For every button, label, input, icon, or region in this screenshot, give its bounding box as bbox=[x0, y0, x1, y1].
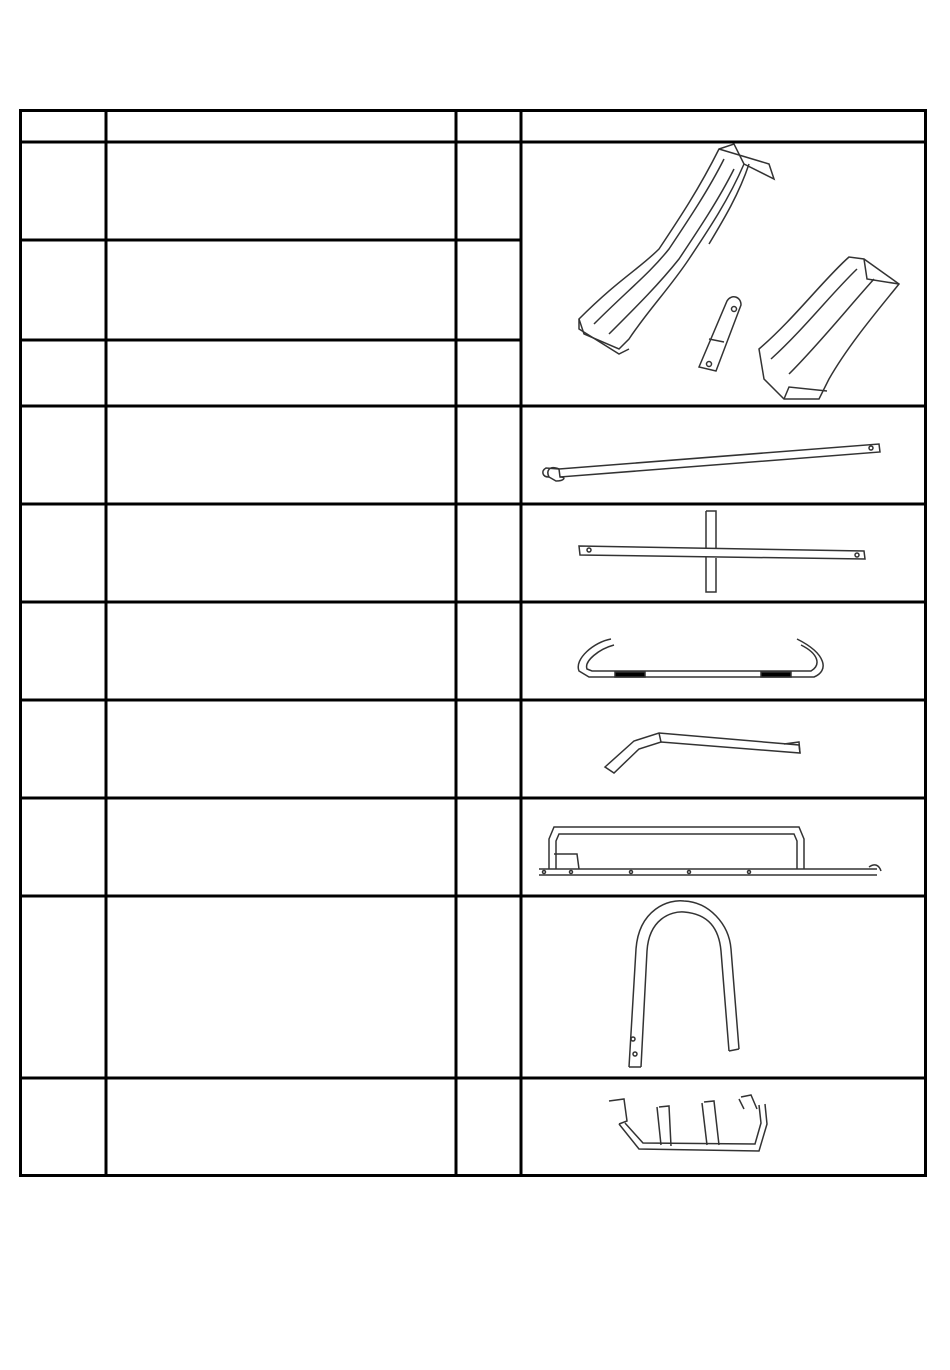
long-tube-with-hook-illustration bbox=[543, 444, 880, 481]
curved-handle-bar-illustration bbox=[578, 639, 823, 677]
parts-table bbox=[19, 109, 927, 1177]
cross-bar-illustration bbox=[579, 511, 865, 592]
table-grid bbox=[19, 109, 927, 1177]
frame-bar-illustration bbox=[539, 827, 881, 875]
u-shaped-frame-illustration bbox=[629, 901, 739, 1067]
slide-parts-illustration bbox=[579, 144, 899, 399]
base-frame-with-sockets-illustration bbox=[609, 1095, 767, 1151]
bent-tube-illustration bbox=[605, 733, 800, 773]
